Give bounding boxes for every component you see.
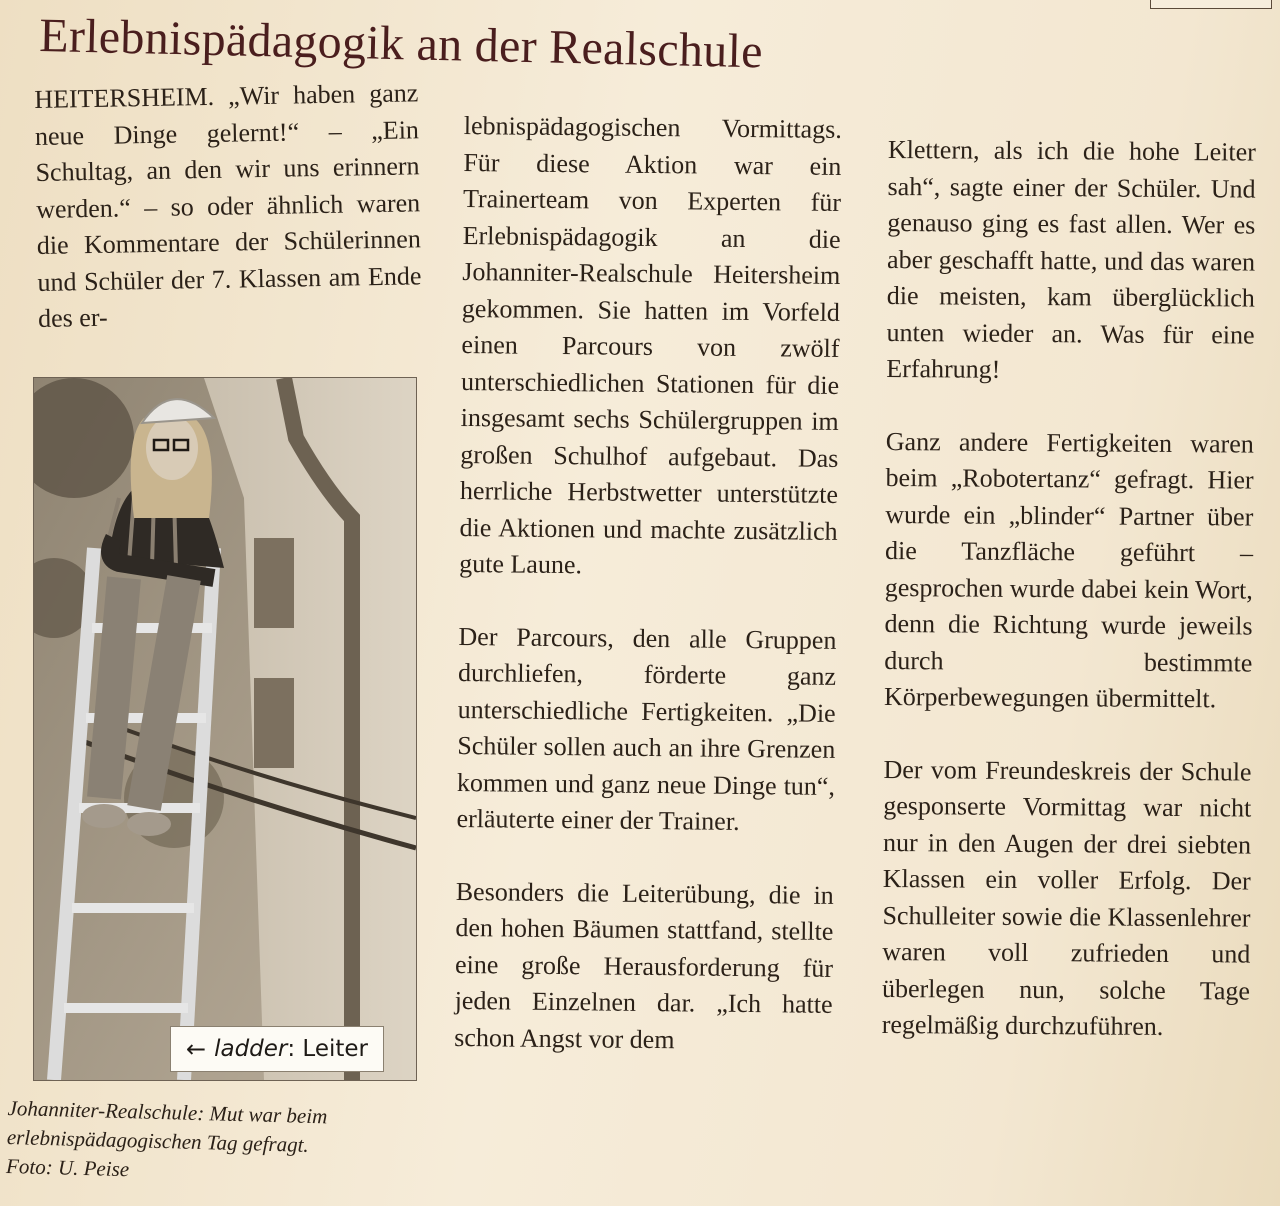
dateline: HEITERSHEIM. — [34, 81, 215, 114]
photo-credit: Foto: U. Peise — [5, 1153, 130, 1182]
ladder-label-german: : Leiter — [287, 1036, 369, 1062]
ladder-label-english: ladder — [214, 1036, 288, 1062]
column-3-paragraph-3: Der vom Freundeskreis der Schule gesponserte Vormittag war nicht nur in den Augen der drei siebten Klassen ein voller Erfolg. Der Schulleiter sowie die Klassenlehrer waren voll zufrieden und überlegen nun, solche Tage regelmäßig durchzuführen. — [881, 754, 1252, 1041]
ladder-label — [170, 1026, 384, 1072]
column-1-paragraph — [34, 75, 422, 337]
photo-caption-text: Johanniter-Realschule: Mut war beim erlebnispädagogischen Tag gefragt. — [6, 1095, 328, 1157]
column-3 — [882, 132, 1256, 1046]
column-1-text: „Wir haben ganz neue Dinge gelernt!“ – „Ein Schultag, an den wir uns erinnern werden.“ – so oder ähnlich waren die Kommentare der Schülerinnen und Schüler der 7. Klassen am Ende des er- — [34, 78, 422, 333]
article-photo — [34, 378, 416, 1080]
column-2-paragraph-2: Der Parcours, den alle Gruppen durchliefen, förderte ganz unterschiedliche Fertigkeiten. „Die Schüler sollen auch an ihre Grenzen kommen und ganz neue Dinge tun“, erläuterte einer der Trainer. — [456, 621, 837, 836]
column-1 — [34, 75, 422, 337]
photo-caption — [6, 1094, 428, 1192]
corner-frame — [1150, 0, 1272, 9]
article-title: Erlebnispädagogik an der Realschule — [38, 8, 764, 79]
column-3-paragraph-2: Ganz andere Fertigkeiten waren beim „Robotertanz“ gefragt. Hier wurde ein „blinder“ Partner über die Tanzfläche geführt – gesprochen wurde dabei kein Wort, denn die Richtung wurde jeweils durch bestimmte Körperbewegungen übermittelt. — [883, 426, 1254, 714]
column-2-paragraph-1: lebnispädagogischen Vormittags. Für diese Aktion war ein Trainerteam von Experten für Erlebnispädagogik an die Johanniter-Realschule Heitersheim gekommen. Sie hatten im Vorfeld einen Parcours von zwölf unterschiedlichen Stationen für die insgesamt sechs Schülergruppen im großen Schulhof aufgebaut. Das herrliche Herbstwetter unterstützte die Aktionen und machte zusätzlich gute Laune. — [459, 110, 842, 580]
arrow-left-icon: ← — [185, 1035, 207, 1063]
column-2 — [454, 108, 842, 1060]
column-3-paragraph-1: Klettern, als ich die hohe Leiter sah“, sagte einer der Schüler. Und genauso ging es fast allen. Wer es aber geschafft hatte, und das waren die meisten, kam überglücklich unten wieder an. Was für eine Erfahrung! — [886, 134, 1256, 384]
column-2-paragraph-3: Besonders die Leiterübung, die in den hohen Bäumen stattfand, stellte eine große Herausforderung für jeden Einzelnen dar. „Ich hatte schon Angst vor dem — [454, 876, 834, 1054]
ladder-photo-illustration — [34, 378, 416, 1080]
